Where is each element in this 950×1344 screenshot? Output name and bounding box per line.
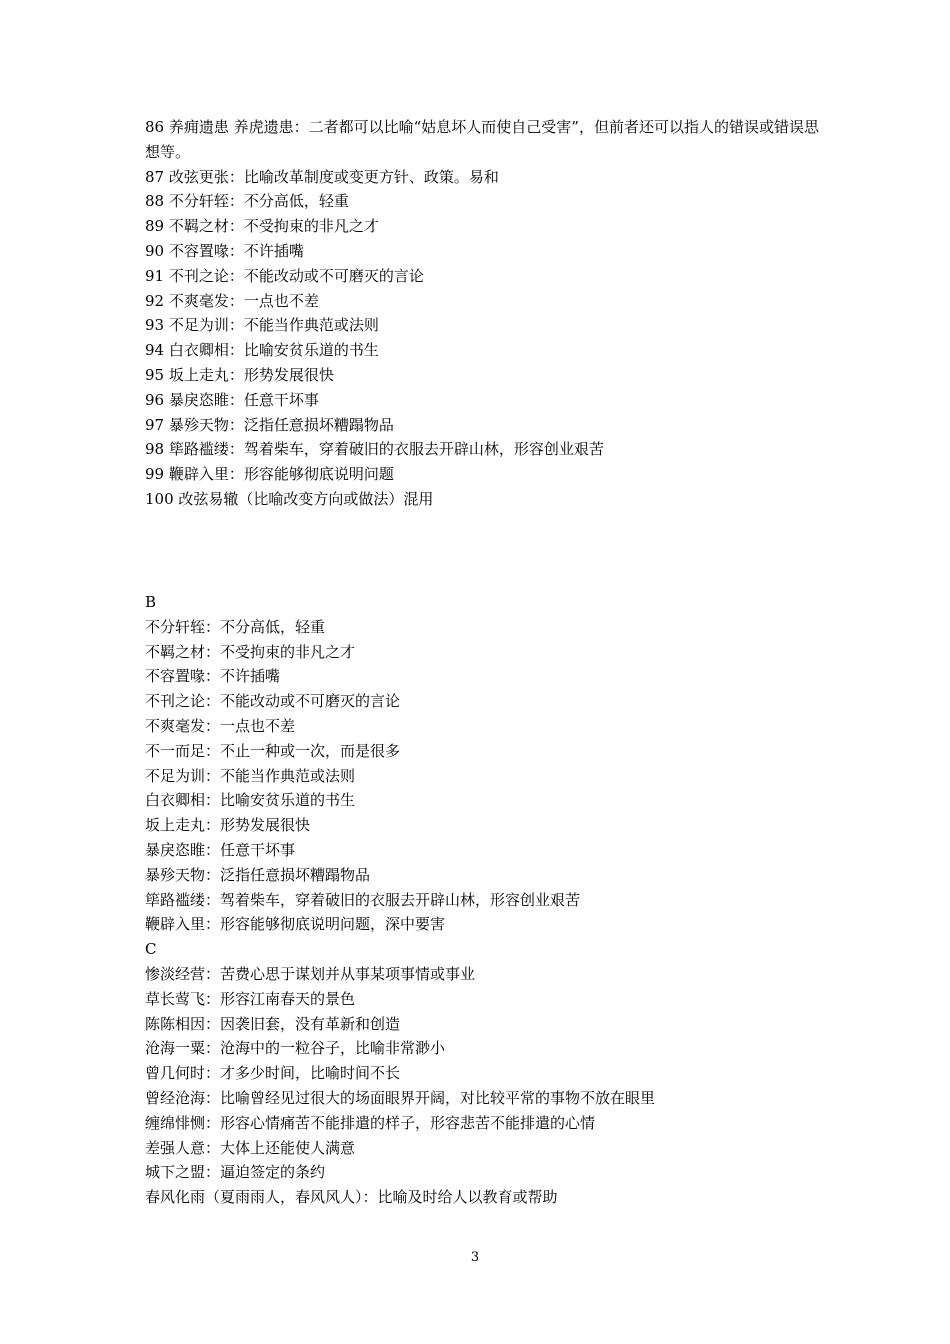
section-b-entry: 不刊之论：不能改动或不可磨灭的言论 <box>145 692 401 711</box>
section-c-entry: 曾几何时：才多少时间，比喻时间不长 <box>145 1064 401 1083</box>
entry-96: 96 暴戾恣睢：任意干坏事 <box>145 390 319 409</box>
entry-91: 91 不刊之论：不能改动或不可磨灭的言论 <box>145 266 424 285</box>
section-b-entry: 不分轩轾：不分高低，轻重 <box>145 617 326 636</box>
entry-87: 87 改弦更张：比喻改革制度或变更方针、政策。易和 <box>145 167 499 186</box>
section-b-entry: 不一而足：不止一种或一次，而是很多 <box>145 741 401 760</box>
entry-93: 93 不足为训：不能当作典范或法则 <box>145 316 379 335</box>
page-number: 3 <box>470 1250 480 1265</box>
section-b-entry: 暴戾恣睢：任意干坏事 <box>145 840 296 859</box>
section-c-entry: 沧海一粟：沧海中的一粒谷子，比喻非常渺小 <box>145 1039 446 1058</box>
section-b-entry: 白衣卿相：比喻安贫乐道的书生 <box>145 791 356 810</box>
section-b-entry: 鞭辟入里：形容能够彻底说明问题，深中要害 <box>145 915 446 934</box>
section-c-entry: 城下之盟：逼迫签定的条约 <box>145 1163 326 1182</box>
section-b-entry: 暴殄天物：泛指任意损坏糟蹋物品 <box>145 865 371 884</box>
section-c-entry: 曾经沧海：比喻曾经见过很大的场面眼界开阔，对比较平常的事物不放在眼里 <box>145 1088 656 1107</box>
section-b-entry: 坂上走丸：形势发展很快 <box>145 816 311 835</box>
section-b-entry: 不足为训：不能当作典范或法则 <box>145 766 356 785</box>
entry-98: 98 筚路褴缕：驾着柴车，穿着破旧的衣服去开辟山林，形容创业艰苦 <box>145 440 604 459</box>
section-c-entry: 草长莺飞：形容江南春天的景色 <box>145 989 356 1008</box>
section-c-entry: 缠绵悱恻：形容心情痛苦不能排遣的样子，形容悲苦不能排遣的心情 <box>145 1113 596 1132</box>
entry-97: 97 暴殄天物：泛指任意损坏糟蹋物品 <box>145 415 394 434</box>
entry-86: 86 养痈遗患 养虎遗患：二者都可以比喻“姑息坏人而使自己受害”，但前者还可以指人的错误或错误思想等。 <box>145 118 819 161</box>
section-b-entry: 筚路褴缕：驾着柴车，穿着破旧的衣服去开辟山林，形容创业艰苦 <box>145 890 581 909</box>
entry-100: 100 改弦易辙（比喻改变方向或做法）混用 <box>145 489 434 508</box>
section-b-entry: 不爽毫发：一点也不差 <box>145 716 296 735</box>
entry-95: 95 坂上走丸：形势发展很快 <box>145 365 334 384</box>
section-c-entry: 春风化雨（夏雨雨人，春风风人）：比喻及时给人以教育或帮助 <box>145 1188 558 1207</box>
section-b-entry: 不容置喙：不许插嘴 <box>145 667 281 686</box>
entry-88: 88 不分轩轾：不分高低，轻重 <box>145 192 349 211</box>
numbered-entry-list <box>145 115 825 512</box>
section-c-entry: 陈陈相因：因袭旧套，没有革新和创造 <box>145 1014 401 1033</box>
lettered-sections <box>145 590 825 1210</box>
section-b-heading: B <box>145 593 157 611</box>
entry-90: 90 不容置喙：不许插嘴 <box>145 241 304 260</box>
section-b-entry: 不羁之材：不受拘束的非凡之才 <box>145 642 356 661</box>
section-c-entry: 差强人意：大体上还能使人满意 <box>145 1138 356 1157</box>
entry-94: 94 白衣卿相：比喻安贫乐道的书生 <box>145 341 379 360</box>
section-c-heading: C <box>145 940 157 959</box>
section-c-entry: 惨淡经营：苦费心思于谋划并从事某项事情或事业 <box>145 964 476 983</box>
entry-99: 99 鞭辟入里：形容能够彻底说明问题 <box>145 465 394 484</box>
entry-92: 92 不爽毫发：一点也不差 <box>145 291 319 310</box>
entry-89: 89 不羁之材：不受拘束的非凡之才 <box>145 217 379 236</box>
